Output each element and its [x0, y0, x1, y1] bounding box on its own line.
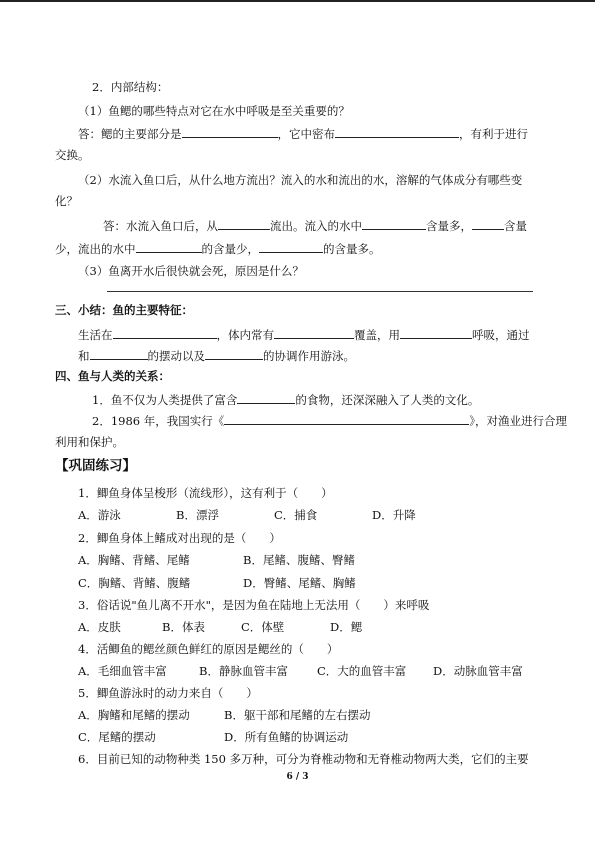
option-b[interactable]: B．躯干部和尾鳍的左右摆动 [224, 708, 371, 722]
answer-line [78, 126, 528, 141]
summary-text: 和 [78, 349, 90, 363]
option-b[interactable]: B．尾鳍、腹鳍、臀鳍 [243, 553, 355, 567]
question-text: （1）鱼鳃的哪些特点对它在水中呼吸是至关重要的？ [78, 104, 350, 118]
practice-title: 【巩固练习】 [55, 458, 136, 474]
question-stem: 3．俗话说"鱼儿离不开水"，是因为鱼在陆地上无法用（ ）来呼吸 [78, 598, 430, 612]
fill-blank[interactable] [182, 126, 278, 138]
paragraph-line [92, 413, 567, 428]
option-d[interactable]: D．动脉血管丰富 [433, 664, 523, 678]
paragraph-text: 》，对渔业进行合理 [469, 414, 567, 428]
answer-text: ，有利于进行 [459, 127, 528, 141]
summary-text: 的协调作用游泳。 [263, 349, 355, 363]
question-stem: 4．活鲫鱼的鳃丝颜色鲜红的原因是鳃丝的（ ） [78, 642, 339, 656]
summary-text: ，体内常有 [216, 328, 274, 342]
fill-blank[interactable] [259, 241, 323, 253]
option-d[interactable]: D．臀鳍、尾鳍、胸鳍 [243, 576, 356, 590]
answer-text: 流出。流入的水中 [270, 219, 362, 233]
option-c[interactable]: C．大的血管丰富 [317, 664, 407, 678]
fill-blank[interactable] [113, 327, 217, 339]
paragraph-line [92, 392, 479, 407]
fill-blank[interactable] [224, 413, 469, 425]
paragraph-text: 利用和保护。 [55, 435, 124, 449]
question-stem: 5．鲫鱼游泳时的动力来自（ ） [78, 686, 258, 700]
answer-text: 含量多， [426, 219, 472, 233]
summary-line [78, 327, 530, 342]
option-b[interactable]: B．静脉血管丰富 [199, 664, 288, 678]
section-heading: 三、小结：鱼的主要特征： [55, 303, 193, 317]
question-stem: 6．目前已知的动物种类 150 多万种，可分为脊椎动物和无脊椎动物两大类，它们的主要 [78, 752, 529, 766]
question-text: （3）鱼离开水后很快就会死，原因是什么？ [78, 264, 304, 278]
fill-blank[interactable] [400, 327, 472, 339]
fill-blank[interactable] [274, 327, 354, 339]
option-a[interactable]: A．胸鳍、背鳍、尾鳍 [78, 553, 190, 567]
answer-text: ，它中密布 [277, 127, 335, 141]
fill-blank[interactable] [205, 348, 263, 360]
answer-text: 的含量少， [201, 242, 259, 256]
summary-text: 生活在 [78, 328, 113, 342]
option-a[interactable]: A．胸鳍和尾鳍的摆动 [78, 708, 190, 722]
answer-text: 答：水流入鱼口后，从 [103, 219, 218, 233]
fill-blank[interactable] [472, 218, 504, 230]
question-text: （2）水流入鱼口后，从什么地方流出？流入的水和流出的水，溶解的气体成分有哪些变 [78, 173, 523, 187]
section-heading: 四、鱼与人类的关系： [55, 369, 170, 383]
fill-blank[interactable] [237, 392, 295, 404]
answer-text: 交换。 [55, 148, 90, 162]
answer-rule[interactable] [107, 291, 533, 292]
answer-text: 含量 [504, 219, 527, 233]
fill-blank[interactable] [218, 218, 270, 230]
paragraph-text: 的食物，还深深融入了人类的文化。 [295, 393, 480, 407]
summary-text: 覆盖，用 [354, 328, 400, 342]
summary-text: 呼吸，通过 [472, 328, 530, 342]
option-c[interactable]: C．体壁 [241, 620, 285, 634]
option-a[interactable]: A．毛细血管丰富 [78, 664, 167, 678]
fill-blank[interactable] [362, 218, 426, 230]
option-d[interactable]: D．鳃 [330, 620, 363, 634]
fill-blank[interactable] [90, 348, 148, 360]
fill-blank[interactable] [136, 241, 202, 253]
option-c[interactable]: C．捕食 [274, 508, 318, 522]
option-c[interactable]: C．胸鳍、背鳍、腹鳍 [78, 576, 191, 590]
section-heading: 2．内部结构： [92, 80, 169, 94]
paragraph-text: 2．1986 年，我国实行《 [92, 414, 225, 428]
option-d[interactable]: D．所有鱼鳍的协调运动 [224, 730, 349, 744]
option-a[interactable]: A．皮肤 [78, 620, 121, 634]
answer-line [55, 241, 381, 256]
option-a[interactable]: A．游泳 [78, 508, 121, 522]
option-c[interactable]: C．尾鳍的摆动 [78, 730, 156, 744]
question-stem: 1．鲫鱼身体呈梭形（流线形），这有利于（ ） [78, 486, 333, 500]
option-b[interactable]: B．体表 [162, 620, 205, 634]
question-stem: 2．鲫鱼身体上鳍成对出现的是（ ） [78, 531, 281, 545]
paragraph-text: 1．鱼不仅为人类提供了富含 [92, 393, 238, 407]
answer-text: 少，流出的水中 [55, 242, 136, 256]
answer-text: 答：鳃的主要部分是 [78, 127, 182, 141]
answer-line [103, 218, 527, 233]
page-number: 6 / 3 [286, 772, 309, 782]
summary-text: 的摆动以及 [147, 349, 205, 363]
answer-text: 的含量多。 [323, 242, 381, 256]
fill-blank[interactable] [335, 126, 459, 138]
question-text: 化？ [55, 194, 78, 208]
summary-line [78, 348, 355, 363]
option-d[interactable]: D．升降 [372, 508, 416, 522]
option-b[interactable]: B．漂浮 [176, 508, 219, 522]
